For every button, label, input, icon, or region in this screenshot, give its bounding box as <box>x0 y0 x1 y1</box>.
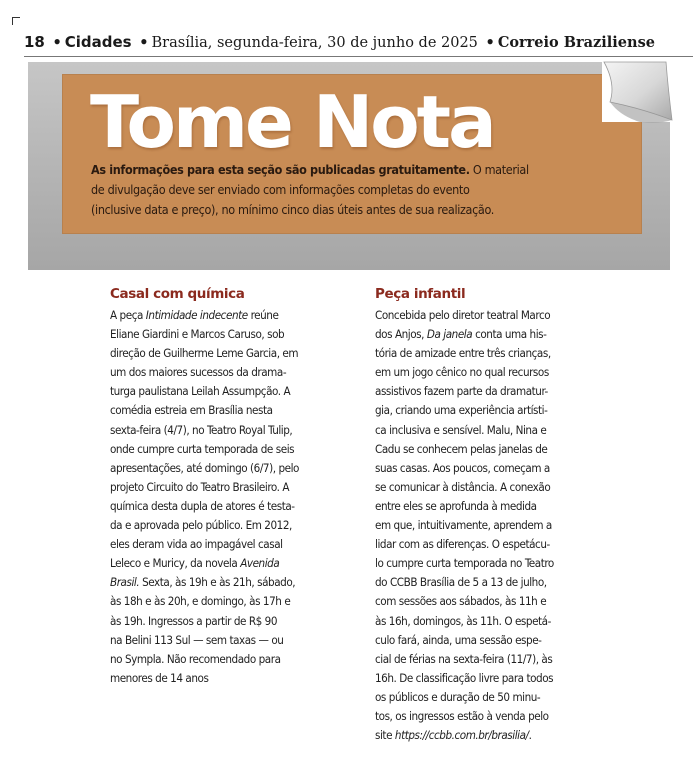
article-title: Casal com química <box>110 286 245 302</box>
article-line: onde cumpre curta temporada de seis <box>110 441 295 456</box>
article-line: Eliane Giardini e Marcos Caruso, sob <box>110 327 285 342</box>
page-folio <box>24 30 694 54</box>
dateline: Brasília, segunda-feira, 30 de junho de 2025 <box>151 35 478 51</box>
article-line: às 19h. Ingressos a partir de R$ 90 <box>110 613 278 628</box>
article-line: menores de 14 anos <box>110 670 209 685</box>
article-line: 16h. De classificação livre para todos <box>375 670 554 685</box>
italic-title: Da janela <box>426 327 473 342</box>
folio-bullet: • <box>52 34 62 51</box>
article-line: lo cumpre curta temporada no Teatro <box>375 556 554 571</box>
article-body <box>110 306 319 688</box>
article-line: em um jogo cênico no qual recursos <box>375 365 549 380</box>
italic-title: https://ccbb.com.br/brasilia/ <box>394 728 529 743</box>
article-line: assistivos fazem parte da dramatur- <box>375 384 548 399</box>
italic-title: Avenida <box>240 556 280 571</box>
article-line: dos Anjos, Da janela conta uma his- <box>375 327 547 342</box>
article-line: eles deram vida ao impagável casal <box>110 537 283 552</box>
article-line: projeto Circuito do Teatro Brasileiro. A <box>110 479 290 494</box>
article-line: Leleco e Muricy, da novela Avenida <box>110 556 280 571</box>
article-line: em que, intuitivamente, aprendem a <box>375 518 552 533</box>
article-line: entre eles se aprofunda à medida <box>375 498 537 513</box>
article-line: comédia estreia em Brasília nesta <box>110 403 273 418</box>
article-line: direção de Guilherme Leme Garcia, em <box>110 346 299 361</box>
article-line: lidar com as diferenças. O espetácu- <box>375 537 550 552</box>
article-line: da e aprovada pelo público. Em 2012, <box>110 518 292 533</box>
article-line: A peça Intimidade indecente reúne <box>110 308 279 322</box>
article-line: química desta dupla de atores é testa- <box>110 498 295 513</box>
folio-bullet: • <box>139 34 149 51</box>
article-line: tos, os ingressos estão à venda pelo <box>375 708 549 723</box>
page-number: 18 <box>24 33 45 51</box>
banner-title: Tome Nota <box>90 80 494 164</box>
article-body <box>375 306 584 745</box>
article-line: site https://ccbb.com.br/brasilia/. <box>375 728 532 743</box>
article-line: suas casas. Aos poucos, começam a <box>375 460 550 475</box>
article-line: os públicos e duração de 50 minu- <box>375 689 541 704</box>
article-line: às 16h, domingos, às 11h. O espetá- <box>375 613 551 628</box>
banner-notice-line: O material <box>472 162 529 177</box>
folio-rule <box>24 56 693 57</box>
banner-notice <box>91 160 636 220</box>
article-line: Concebida pelo diretor teatral Marco <box>375 308 551 322</box>
article-line: com sessões aos sábados, às 11h e <box>375 594 547 609</box>
article-line: ca inclusiva e sensível. Malu, Nina e <box>375 422 547 437</box>
section-name: Cidades <box>64 33 132 51</box>
article-line: se comunicar à distância. A conexão <box>375 479 551 494</box>
article-line: cial de férias na sexta-feira (11/7), às <box>375 651 553 666</box>
article-line: Brasil. Sexta, às 19h e às 21h, sábado, <box>110 575 296 590</box>
crop-mark <box>12 17 20 25</box>
article-title: Peça infantil <box>375 286 466 302</box>
article-casal-com-quimica <box>110 282 319 688</box>
article-line: no Sympla. Não recomendado para <box>110 651 281 666</box>
article-peca-infantil <box>375 282 584 745</box>
banner-notice-line: de divulgação deve ser enviado com informações completas do evento <box>91 182 470 197</box>
article-line: apresentações, até domingo (6/7), pelo <box>110 460 299 475</box>
article-line: às 18h e às 20h, e domingo, às 17h e <box>110 594 291 609</box>
folio-bullet: • <box>485 34 495 51</box>
article-line: um dos maiores sucessos da drama- <box>110 365 287 380</box>
newspaper-name: Correio Braziliense <box>497 34 655 51</box>
article-line: Cadu se conhecem pelas janelas de <box>375 441 548 456</box>
banner-notice-line: (inclusive data e preço), no mínimo cinco dias úteis antes de sua realização. <box>91 202 495 217</box>
banner-notice-lead: As informações para esta seção são publicadas gratuitamente. <box>91 162 470 177</box>
article-line: do CCBB Brasília de 5 a 13 de julho, <box>375 575 547 590</box>
article-line: turga paulistana Leilah Assumpção. A <box>110 384 291 399</box>
italic-title: Intimidade indecente <box>145 308 248 322</box>
article-line: gia, criando uma experiência artísti- <box>375 403 548 418</box>
article-line: tória de amizade entre três crianças, <box>375 346 551 361</box>
page-curl-icon <box>600 58 674 124</box>
article-line: sexta-feira (4/7), no Teatro Royal Tulip, <box>110 422 293 437</box>
article-line: culo fará, ainda, uma sessão espe- <box>375 632 542 647</box>
italic-title: Brasil. <box>110 575 140 590</box>
article-line: na Belini 113 Sul — sem taxas — ou <box>110 632 284 647</box>
